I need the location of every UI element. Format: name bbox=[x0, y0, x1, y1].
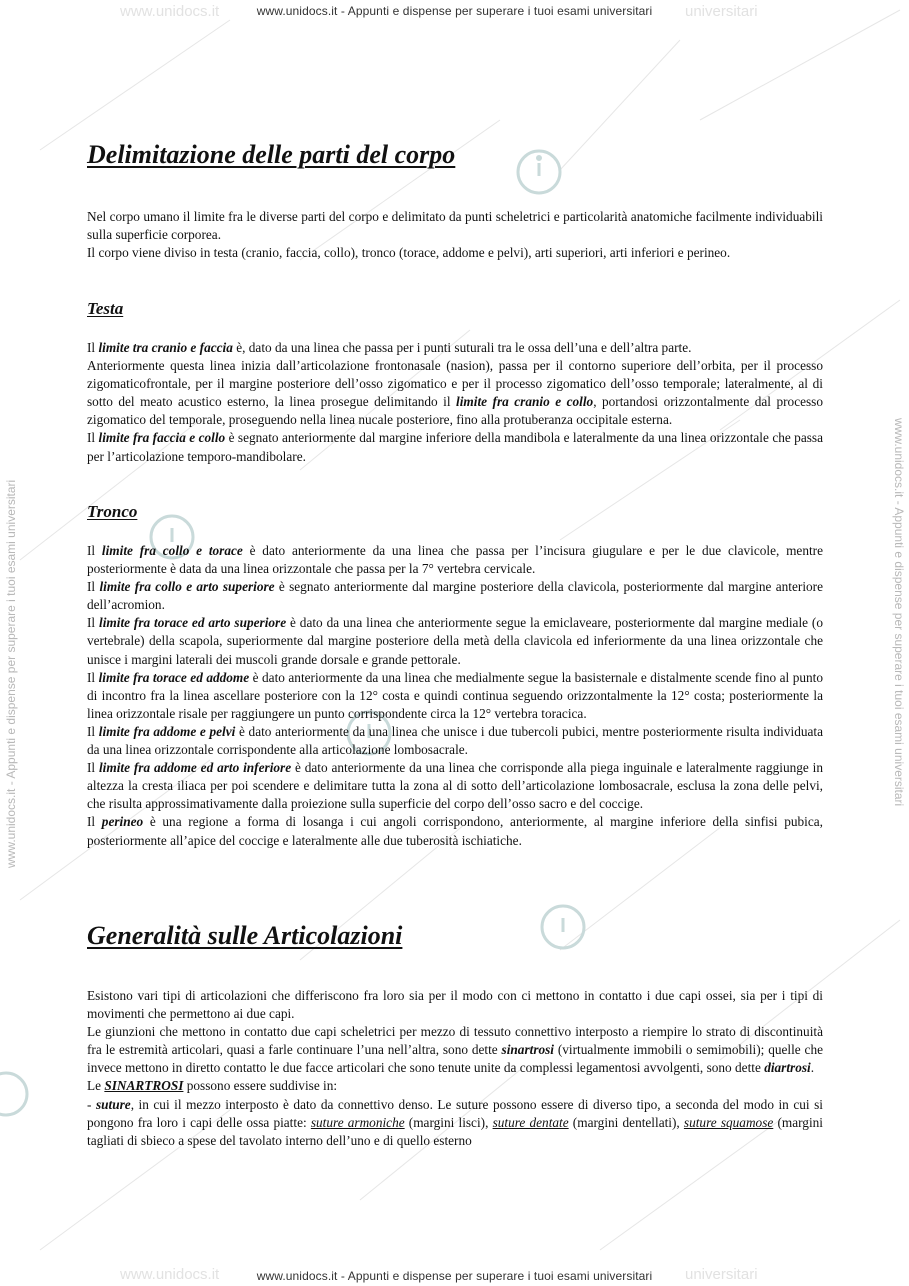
watermark-logo-icon bbox=[542, 906, 584, 948]
watermark-top: www.unidocs.it - Appunti e dispense per superare i tuoi esami universitari bbox=[256, 4, 653, 18]
section-title-articolazioni: Generalità sulle Articolazioni bbox=[87, 921, 403, 950]
perineo-paragraph: Il perineo è una regione a forma di losanga i cui angoli corrispondono, anteriormente, al margine inferiore della sinfisi pubica, posteriormente all’apice del coccige e lateralmente alle due tuberosità ischiatiche. bbox=[87, 814, 824, 848]
watermark-side-left: www.unidocs.it - Appunti e dispense per superare i tuoi esami universitari bbox=[4, 479, 18, 868]
section-title-delimitazione: Delimitazione delle parti del corpo bbox=[87, 140, 456, 169]
tronco-paragraph: Il limite fra addome ed arto inferiore è dato anteriormente da una linea che corrisponde alla piega inguinale e lateralmente raggiunge in altezza la cresta iliaca per poi scendere e delimitare tutta la zona al di sotto dell’articolazione lombosacrale, esclusa la zona delle pelvi, che risulta approssimativamente dalla proiezione sulla superficie del corpo dell’osso sacro e del coccige. bbox=[87, 760, 823, 812]
tronco-text bbox=[87, 542, 823, 850]
articolazioni-paragraph-4: - suture, in cui il mezzo interposto è dato da connettivo denso. Le suture possono essere di diverso tipo, a seconda del modo in cui si pongono fra loro i capi delle ossa piatte: suture armoniche (margini lisci), suture dentate (margini dentellati), suture squamose (margini tagliati di sbieco a spese del tavolato interno dell’uno e di quello esterno bbox=[87, 1096, 823, 1148]
testa-text bbox=[87, 339, 823, 466]
tronco-paragraph: Il limite fra addome e pelvi è dato anteriormente da una linea che unisce i due tubercoli pubici, mentre posteriormente risulta individuata da una linea orizzontale corrispondente alla articolazione lombosacrale. bbox=[87, 723, 824, 758]
articolazioni-paragraph-2: Le giunzioni che mettono in contatto due capi scheletrici per mezzo di tessuto connettivo interposto a riempire lo strato di discontinuità fra le estremità articolari, quasi a farle continuare l’una nell’altra, sono dette sinartrosi (virtualmente immobili o semimobili); quelle che invece mettono in diretto contatto le due facce articolari che sono tenute unite da complessi legamentosi avvolgenti, sono dette diartrosi. bbox=[87, 1024, 823, 1076]
subsection-title-testa: Testa bbox=[87, 299, 124, 318]
subsection-title-tronco: Tronco bbox=[87, 502, 138, 521]
watermark-ghost-right: universitari bbox=[685, 3, 758, 20]
watermark-logo-icon bbox=[0, 1073, 27, 1115]
intro-paragraph-1: Nel corpo umano il limite fra le diverse parti del corpo e delimitato da punti scheletrici e particolarità anatomiche facilmente individuabili sulla superficie corporea. bbox=[87, 209, 823, 243]
articolazioni-paragraph-3: Le SINARTROSI possono essere suddivise in: bbox=[87, 1078, 338, 1094]
intro-paragraph-2: Il corpo viene diviso in testa (cranio, faccia, collo), tronco (torace, addome e pelvi), arti superiori, arti inferiori e perineo. bbox=[87, 245, 731, 261]
articolazioni-paragraph-1: Esistono vari tipi di articolazioni che differiscono fra loro sia per il modo con ci mettono in contatto i due capi ossei, sia per i tipi di movimenti che permettono ai due capi. bbox=[87, 988, 823, 1022]
testa-paragraph-2: Anteriormente questa linea inizia dall’articolazione frontonasale (nasion), passa per il contorno superiore dell’orbita, per il processo zigomaticofrontale, per il margine posteriore dell’osso zigomatico e per il processo zigomatico dell’osso temporale; lateralmente, al di sotto del meato acustico esterno, la linea prosegue delimitando il limite fra cranio e collo, portandosi orizzontalmente dal processo zigomatico del temporale, proseguendo nella linea nucale posteriore, fino alla protuberanza occipitale esterna. bbox=[87, 358, 823, 428]
articolazioni-text bbox=[87, 987, 823, 1150]
testa-paragraph-1: Il limite tra cranio e faccia è, dato da una linea che passa per i punti suturali tra le ossa dell’una e dell’altra parte. bbox=[87, 340, 692, 355]
tronco-paragraph: Il limite fra torace ed arto superiore è dato da una linea che anteriormente segue la emiclaveare, posteriormente dal margine mediale (o vertebrale) della scapola, superiormente dal margine posteriore della metà della clavicola ed inferiormente da una linea orizzontale che unisce i margini laterali dei muscoli grande dorsale e grande pettorale. bbox=[87, 615, 823, 667]
watermark-ghost-left: www.unidocs.it bbox=[120, 3, 220, 20]
tronco-paragraph: Il limite fra collo e torace è dato anteriormente da una linea che passa per l’incisura giugulare e per le due clavicole, mentre posteriormente è data da una linea orizzontale che passa per la 7° vertebra cervicale. bbox=[87, 543, 824, 577]
tronco-paragraph: Il limite fra collo e arto superiore è segnato anteriormente dal margine posteriore della clavicola, posteriormente dal margine anteriore dell’acromion. bbox=[87, 579, 824, 613]
watermark-bottom: www.unidocs.it - Appunti e dispense per superare i tuoi esami universitari bbox=[256, 1269, 653, 1283]
watermark-logo-icon bbox=[518, 151, 560, 193]
tronco-paragraph: Il limite fra torace ed addome è dato anteriormente da una linea che medialmente segue la basisternale e distalmente scende fino al punto di incontro fra la linea ascellare posteriore con la 12° costa e quindi continua seguendo orizzontalmente la 12° costa; posteriormente la linea orizzontale risale per raggiungere un punto corrispondente circa la 12° vertebra toracica. bbox=[87, 669, 823, 721]
watermark-ghost-left-bottom: www.unidocs.it bbox=[120, 1266, 220, 1283]
testa-paragraph-3: Il limite fra faccia e collo è segnato anteriormente dal margine inferiore della mandibola e lateralmente da una linea orizzontale che passa per l’articolazione temporo-mandibolare. bbox=[87, 430, 823, 464]
watermark-side-right: www.unidocs.it - Appunti e dispense per superare i tuoi esami universitari bbox=[892, 418, 906, 807]
watermark-ghost-right-bottom: universitari bbox=[685, 1266, 758, 1283]
section1-intro bbox=[87, 208, 823, 262]
